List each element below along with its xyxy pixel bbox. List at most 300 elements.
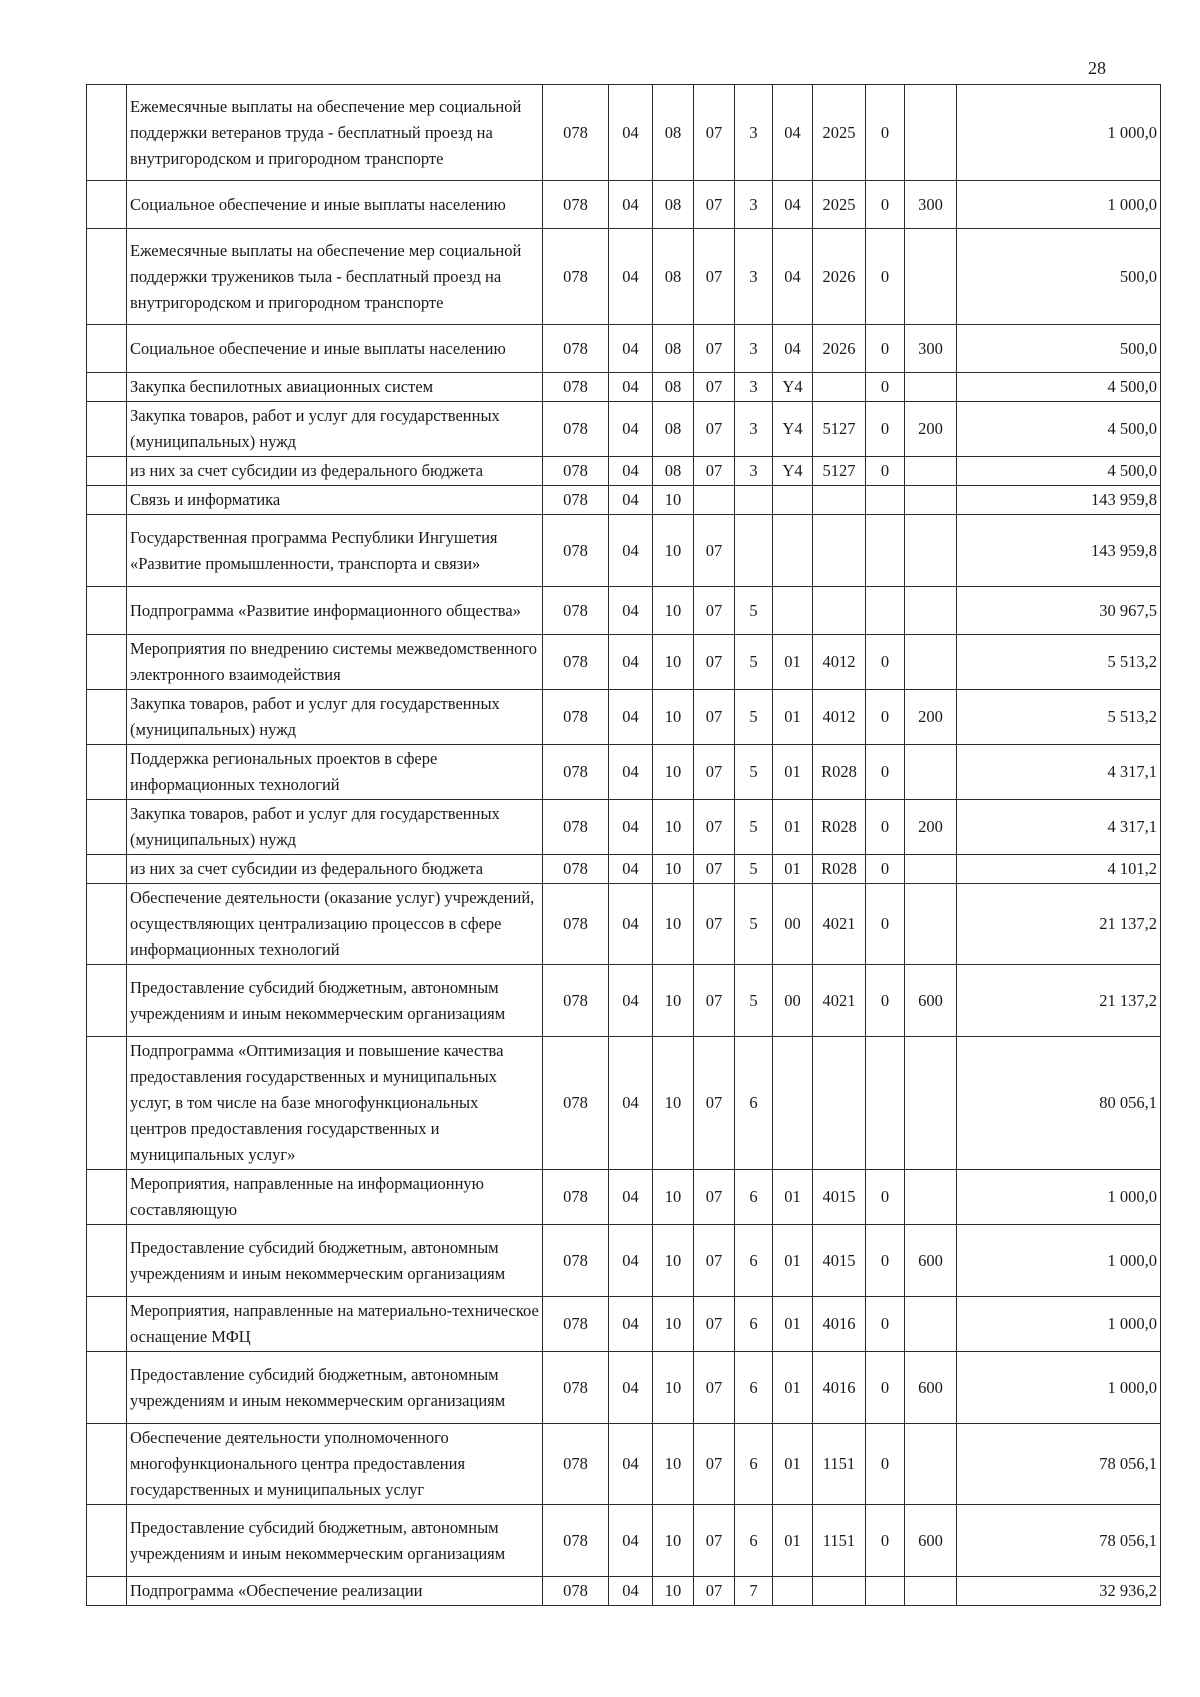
row-blank-cell [87,635,127,690]
code-section: 04 [609,690,653,745]
row-name: Ежемесячные выплаты на обеспечение мер социальной поддержки ветеранов труда - бесплатный проезд на внутригородском и пригородном транспорте [127,85,543,181]
code-extra [866,587,905,635]
code-subsection: 10 [653,800,694,855]
code-section: 04 [609,486,653,515]
code-admin: 078 [543,85,609,181]
row-blank-cell [87,457,127,486]
code-program: 07 [694,229,735,325]
code-subsection: 08 [653,229,694,325]
code-section: 04 [609,373,653,402]
code-admin: 078 [543,690,609,745]
row-name: Социальное обеспечение и иные выплаты населению [127,181,543,229]
code-extra: 0 [866,1352,905,1424]
code-extra: 0 [866,1424,905,1505]
row-amount: 21 137,2 [957,965,1161,1037]
code-expense-type [905,635,957,690]
code-program: 07 [694,402,735,457]
table-row [87,587,1161,635]
code-extra: 0 [866,690,905,745]
code-event: 01 [773,1225,813,1297]
code-extra: 0 [866,1505,905,1577]
code-event: 01 [773,855,813,884]
code-subprogram: 6 [735,1297,773,1352]
code-program: 07 [694,181,735,229]
code-expense-type [905,85,957,181]
code-program: 07 [694,1577,735,1606]
code-subsection: 08 [653,402,694,457]
code-event: Y4 [773,457,813,486]
row-name: из них за счет субсидии из федерального бюджета [127,457,543,486]
code-subsection: 08 [653,85,694,181]
table-row [87,1037,1161,1170]
code-program: 07 [694,884,735,965]
code-program: 07 [694,1424,735,1505]
code-admin: 078 [543,457,609,486]
table-row [87,635,1161,690]
code-event: 01 [773,800,813,855]
code-section: 04 [609,325,653,373]
code-section: 04 [609,965,653,1037]
code-direction [813,486,866,515]
code-extra: 0 [866,1225,905,1297]
row-name: Подпрограмма «Обеспечение реализации [127,1577,543,1606]
code-direction: 2025 [813,85,866,181]
code-subprogram: 3 [735,229,773,325]
code-extra [866,1577,905,1606]
code-admin: 078 [543,587,609,635]
code-direction: 4016 [813,1297,866,1352]
code-event [773,1037,813,1170]
code-event [773,515,813,587]
code-section: 04 [609,635,653,690]
code-program: 07 [694,635,735,690]
row-amount: 4 317,1 [957,745,1161,800]
table-row [87,1352,1161,1424]
code-event: Y4 [773,402,813,457]
row-amount: 4 101,2 [957,855,1161,884]
code-event: 00 [773,884,813,965]
table-row [87,373,1161,402]
code-extra: 0 [866,85,905,181]
row-blank-cell [87,402,127,457]
code-subprogram [735,515,773,587]
row-blank-cell [87,486,127,515]
code-extra: 0 [866,373,905,402]
code-section: 04 [609,855,653,884]
row-blank-cell [87,884,127,965]
code-direction: 4012 [813,690,866,745]
code-program: 07 [694,587,735,635]
table-row [87,855,1161,884]
code-direction: 5127 [813,402,866,457]
code-direction: 4015 [813,1170,866,1225]
row-amount: 5 513,2 [957,690,1161,745]
code-subprogram: 6 [735,1037,773,1170]
code-admin: 078 [543,884,609,965]
row-amount: 1 000,0 [957,1352,1161,1424]
code-admin: 078 [543,373,609,402]
code-program [694,486,735,515]
code-event: 04 [773,229,813,325]
code-admin: 078 [543,229,609,325]
code-section: 04 [609,402,653,457]
code-program: 07 [694,373,735,402]
table-row [87,1225,1161,1297]
code-event: 01 [773,635,813,690]
code-program: 07 [694,800,735,855]
row-blank-cell [87,1505,127,1577]
code-subsection: 10 [653,1352,694,1424]
table-row [87,1297,1161,1352]
code-expense-type [905,1037,957,1170]
code-expense-type: 200 [905,402,957,457]
code-extra [866,486,905,515]
code-expense-type [905,587,957,635]
code-subsection: 10 [653,1505,694,1577]
code-direction [813,1037,866,1170]
code-subprogram: 3 [735,457,773,486]
code-direction: R028 [813,800,866,855]
row-amount: 5 513,2 [957,635,1161,690]
code-subsection: 10 [653,1424,694,1505]
code-admin: 078 [543,745,609,800]
row-amount: 30 967,5 [957,587,1161,635]
code-admin: 078 [543,1170,609,1225]
row-amount: 4 317,1 [957,800,1161,855]
code-direction: 4016 [813,1352,866,1424]
table-row [87,1170,1161,1225]
table-row [87,1577,1161,1606]
page-number: 28 [1088,58,1106,78]
row-name: Мероприятия по внедрению системы межведомственного электронного взаимодействия [127,635,543,690]
row-blank-cell [87,745,127,800]
code-subsection: 10 [653,745,694,800]
code-direction [813,515,866,587]
code-extra: 0 [866,402,905,457]
table-row [87,1505,1161,1577]
code-program: 07 [694,1505,735,1577]
code-admin: 078 [543,965,609,1037]
code-expense-type [905,1424,957,1505]
row-name: Социальное обеспечение и иные выплаты населению [127,325,543,373]
code-extra: 0 [866,855,905,884]
code-program: 07 [694,1170,735,1225]
code-subprogram: 5 [735,587,773,635]
row-amount: 1 000,0 [957,1297,1161,1352]
table-row [87,800,1161,855]
code-subprogram [735,486,773,515]
code-admin: 078 [543,1225,609,1297]
code-admin: 078 [543,635,609,690]
code-event: 01 [773,1505,813,1577]
code-event: 04 [773,181,813,229]
code-expense-type [905,515,957,587]
code-section: 04 [609,457,653,486]
code-subprogram: 5 [735,965,773,1037]
row-blank-cell [87,587,127,635]
code-subsection: 10 [653,1225,694,1297]
code-direction: 4012 [813,635,866,690]
code-direction: 1151 [813,1424,866,1505]
code-program: 07 [694,1352,735,1424]
code-expense-type [905,457,957,486]
table-row [87,402,1161,457]
code-direction: R028 [813,745,866,800]
code-subsection: 10 [653,855,694,884]
code-subsection: 10 [653,587,694,635]
code-subsection: 08 [653,373,694,402]
code-direction: 1151 [813,1505,866,1577]
code-direction: R028 [813,855,866,884]
code-admin: 078 [543,402,609,457]
row-blank-cell [87,229,127,325]
code-subprogram: 7 [735,1577,773,1606]
code-section: 04 [609,745,653,800]
code-subprogram: 5 [735,635,773,690]
code-subsection: 08 [653,181,694,229]
code-admin: 078 [543,800,609,855]
code-extra: 0 [866,229,905,325]
code-extra: 0 [866,800,905,855]
row-name: Предоставление субсидий бюджетным, автономным учреждениям и иным некоммерческим организациям [127,965,543,1037]
code-expense-type [905,229,957,325]
row-name: Мероприятия, направленные на материально-техническое оснащение МФЦ [127,1297,543,1352]
code-program: 07 [694,1225,735,1297]
code-admin: 078 [543,486,609,515]
row-amount: 78 056,1 [957,1505,1161,1577]
row-name: Ежемесячные выплаты на обеспечение мер социальной поддержки тружеников тыла - бесплатный проезд на внутригородском и пригородном транспорте [127,229,543,325]
table-row [87,486,1161,515]
row-amount: 4 500,0 [957,402,1161,457]
code-admin: 078 [543,325,609,373]
row-blank-cell [87,1037,127,1170]
code-expense-type: 600 [905,1352,957,1424]
table-row [87,1424,1161,1505]
row-name: Связь и информатика [127,486,543,515]
row-blank-cell [87,1424,127,1505]
code-subprogram: 6 [735,1505,773,1577]
row-name: Подпрограмма «Развитие информационного общества» [127,587,543,635]
code-expense-type: 300 [905,181,957,229]
row-amount: 21 137,2 [957,884,1161,965]
code-subprogram: 6 [735,1352,773,1424]
row-blank-cell [87,373,127,402]
code-subsection: 10 [653,486,694,515]
code-event [773,486,813,515]
code-expense-type [905,1297,957,1352]
row-blank-cell [87,690,127,745]
code-subprogram: 6 [735,1170,773,1225]
row-amount: 4 500,0 [957,373,1161,402]
row-blank-cell [87,855,127,884]
code-event: 01 [773,1352,813,1424]
code-section: 04 [609,515,653,587]
row-name: Подпрограмма «Оптимизация и повышение качества предоставления государственных и муниципальных услуг, в том числе на базе многофункциональных центров предоставления государственных и муниципальных услуг» [127,1037,543,1170]
code-section: 04 [609,85,653,181]
code-expense-type: 200 [905,690,957,745]
code-subprogram: 3 [735,325,773,373]
table-row [87,884,1161,965]
row-amount: 143 959,8 [957,515,1161,587]
row-amount: 1 000,0 [957,85,1161,181]
code-direction: 4015 [813,1225,866,1297]
table-body [87,85,1161,1606]
row-name: Обеспечение деятельности уполномоченного многофункционального центра предоставления государственных и муниципальных услуг [127,1424,543,1505]
code-section: 04 [609,1037,653,1170]
code-program: 07 [694,515,735,587]
row-name: Закупка товаров, работ и услуг для государственных (муниципальных) нужд [127,402,543,457]
row-amount: 80 056,1 [957,1037,1161,1170]
code-expense-type [905,486,957,515]
code-extra: 0 [866,745,905,800]
code-extra [866,515,905,587]
code-subprogram: 3 [735,373,773,402]
code-event: 01 [773,1170,813,1225]
row-name: из них за счет субсидии из федерального бюджета [127,855,543,884]
code-event: Y4 [773,373,813,402]
code-subprogram: 6 [735,1424,773,1505]
code-subsection: 10 [653,1037,694,1170]
code-admin: 078 [543,1352,609,1424]
code-direction: 4021 [813,965,866,1037]
code-expense-type [905,855,957,884]
code-direction: 4021 [813,884,866,965]
code-subprogram: 6 [735,1225,773,1297]
code-direction: 2026 [813,229,866,325]
code-subprogram: 5 [735,855,773,884]
code-expense-type [905,745,957,800]
code-section: 04 [609,1170,653,1225]
table-row [87,690,1161,745]
code-section: 04 [609,181,653,229]
row-blank-cell [87,800,127,855]
code-section: 04 [609,1297,653,1352]
row-name: Закупка беспилотных авиационных систем [127,373,543,402]
row-amount: 500,0 [957,325,1161,373]
code-section: 04 [609,884,653,965]
table-row [87,515,1161,587]
code-subsection: 08 [653,457,694,486]
code-event [773,1577,813,1606]
table-row [87,229,1161,325]
code-section: 04 [609,1505,653,1577]
code-direction [813,373,866,402]
row-blank-cell [87,1577,127,1606]
code-section: 04 [609,229,653,325]
code-section: 04 [609,800,653,855]
row-blank-cell [87,515,127,587]
code-section: 04 [609,1424,653,1505]
code-direction: 5127 [813,457,866,486]
code-extra: 0 [866,181,905,229]
row-name: Государственная программа Республики Ингушетия «Развитие промышленности, транспорта и связи» [127,515,543,587]
code-admin: 078 [543,1424,609,1505]
code-extra: 0 [866,1297,905,1352]
row-amount: 500,0 [957,229,1161,325]
code-event: 04 [773,325,813,373]
code-program: 07 [694,457,735,486]
row-blank-cell [87,965,127,1037]
code-subprogram: 3 [735,402,773,457]
code-direction [813,587,866,635]
code-subprogram: 5 [735,690,773,745]
row-blank-cell [87,325,127,373]
code-subsection: 10 [653,1170,694,1225]
code-program: 07 [694,745,735,800]
row-amount: 1 000,0 [957,1170,1161,1225]
code-event: 01 [773,745,813,800]
table-row [87,181,1161,229]
code-subsection: 10 [653,1577,694,1606]
row-amount: 1 000,0 [957,1225,1161,1297]
row-name: Закупка товаров, работ и услуг для государственных (муниципальных) нужд [127,800,543,855]
code-event: 01 [773,1297,813,1352]
code-expense-type [905,373,957,402]
row-amount: 32 936,2 [957,1577,1161,1606]
code-admin: 078 [543,1577,609,1606]
code-extra: 0 [866,965,905,1037]
code-subsection: 10 [653,965,694,1037]
row-blank-cell [87,1225,127,1297]
code-admin: 078 [543,1297,609,1352]
code-extra [866,1037,905,1170]
row-blank-cell [87,1297,127,1352]
code-extra: 0 [866,1170,905,1225]
row-name: Предоставление субсидий бюджетным, автономным учреждениям и иным некоммерческим организациям [127,1505,543,1577]
code-subsection: 10 [653,635,694,690]
table-row [87,325,1161,373]
row-amount: 4 500,0 [957,457,1161,486]
code-expense-type [905,884,957,965]
code-event: 00 [773,965,813,1037]
row-amount: 1 000,0 [957,181,1161,229]
table-row [87,85,1161,181]
code-expense-type: 600 [905,965,957,1037]
row-blank-cell [87,1352,127,1424]
table-row [87,457,1161,486]
code-event: 01 [773,1424,813,1505]
code-section: 04 [609,1577,653,1606]
code-section: 04 [609,587,653,635]
row-name: Мероприятия, направленные на информационную составляющую [127,1170,543,1225]
code-admin: 078 [543,515,609,587]
code-event: 01 [773,690,813,745]
table-row [87,965,1161,1037]
code-direction: 2026 [813,325,866,373]
code-program: 07 [694,855,735,884]
code-extra: 0 [866,884,905,965]
code-subsection: 08 [653,325,694,373]
code-subsection: 10 [653,884,694,965]
code-program: 07 [694,965,735,1037]
code-admin: 078 [543,181,609,229]
code-admin: 078 [543,1505,609,1577]
code-subsection: 10 [653,1297,694,1352]
row-name: Обеспечение деятельности (оказание услуг) учреждений, осуществляющих централизацию процессов в сфере информационных технологий [127,884,543,965]
code-expense-type: 300 [905,325,957,373]
code-direction: 2025 [813,181,866,229]
code-subprogram: 5 [735,884,773,965]
row-amount: 143 959,8 [957,486,1161,515]
code-admin: 078 [543,1037,609,1170]
row-blank-cell [87,85,127,181]
code-program: 07 [694,1297,735,1352]
code-subprogram: 5 [735,745,773,800]
code-subprogram: 5 [735,800,773,855]
budget-table [86,84,1161,1606]
code-direction [813,1577,866,1606]
row-name: Предоставление субсидий бюджетным, автономным учреждениям и иным некоммерческим организациям [127,1225,543,1297]
